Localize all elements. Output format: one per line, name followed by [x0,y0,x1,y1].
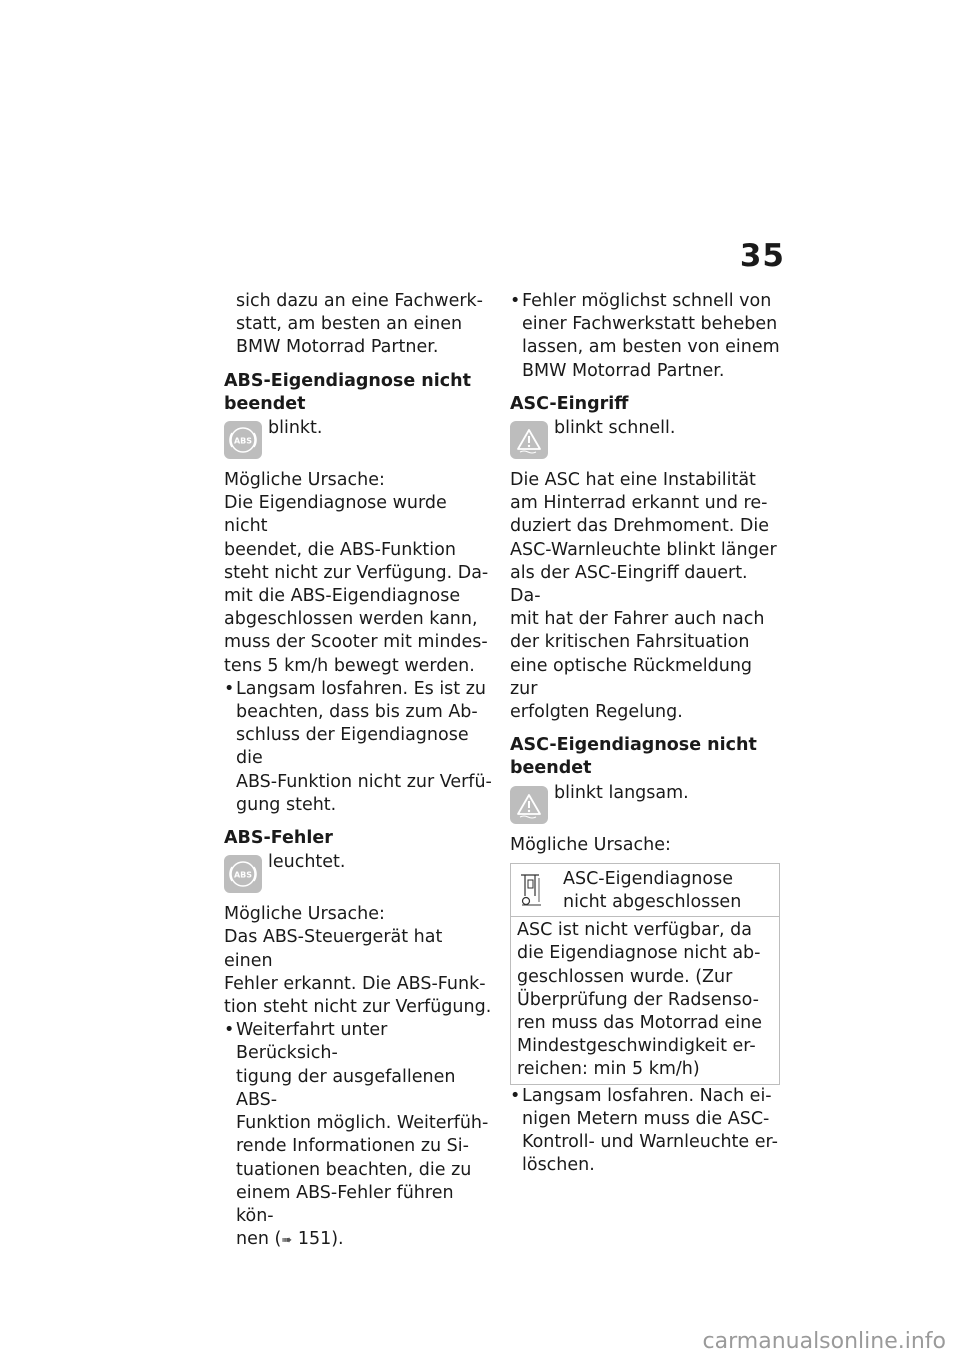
bullet-icon: • [510,291,521,311]
bullet-icon: • [510,1085,521,1106]
info-table [510,863,780,1085]
abs-warning-icon [224,855,262,893]
section-heading-asc-intervention: ASC-Eingriff [510,393,629,414]
list-item [510,290,780,383]
cause-label: Mögliche Ursache: [224,904,385,925]
page-reference-arrow-icon: ➠ [281,1233,293,1249]
abs-warning-icon [224,421,262,459]
asc-selfdiag-indicator [510,782,780,824]
cause-label: Mögliche Ursache: [224,470,385,491]
wheel-sensor-icon [517,868,563,914]
table-cell: ASC ist nicht verfügbar, da die Eigendiagnose nicht ab- geschlossen wurde. (Zur Überprüfung der Radsenso- ren muss das Motorrad eine Mindestgeschwindigkeit er- reichen: min 5 km/h) [517,920,763,1080]
indicator-state-text: blinkt schnell. [554,418,676,439]
cause-label: Mögliche Ursache: [510,834,671,855]
section-heading-abs-error: ABS-Fehler [224,828,333,849]
indicator-state-text: blinkt. [268,418,323,439]
indicator-state-text: blinkt langsam. [554,782,689,803]
intro-text: sich dazu an eine Fachwerk- statt, am besten an einen BMW Motorrad Partner. [236,291,483,358]
table-header-text: ASC-Eigendiagnose nicht abgeschlossen [563,868,742,913]
cause-text: Die Eigendiagnose wurde nicht beendet, die ABS-Funktion steht nicht zur Verfügung. Da- mit die ABS-Eigendiagnose abgeschlossen werden kann, muss der Scooter mit mindes- tens 5 km/h bewegt werden. [224,493,489,676]
svg-text:ABS: ABS [233,870,253,880]
list-item [224,678,494,817]
bullet-icon: • [224,1020,235,1041]
page-reference[interactable]: 151). [297,1229,344,1250]
asc-warning-icon [510,421,548,459]
cause-text: Das ABS-Steuergerät hat einen Fehler erkannt. Die ABS-Funk- tion steht nicht zur Verfügung. [224,927,492,1018]
description-text: Die ASC hat eine Instabilität am Hinterrad erkannt und re- duziert das Drehmoment. Die ASC-Warnleuchte blinkt länger als der ASC-Eingriff dauert. Da- mit hat der Fahrer auch nach der kritischen Fahrsituation eine optische Rückmeldung zur erfolgten Regelung. [510,470,777,723]
section-heading-abs-selfdiag: ABS-Eigendiagnose nicht beendet [224,370,471,414]
list-item [510,1085,780,1178]
bullet-text: Langsam losfahren. Nach ei- nigen Metern muss die ASC- Kontroll- und Warnleuchte er- löschen. [522,1085,778,1176]
left-column [224,290,494,1252]
right-column [510,290,780,1178]
indicator-state-text: leuchtet. [268,852,346,873]
bullet-icon: • [224,678,235,699]
svg-text:ABS: ABS [233,436,253,446]
asc-intervention-indicator [510,417,780,459]
page-number: 35 [739,238,785,274]
watermark-footer: carmanualsonline.info [702,1329,946,1354]
table-header [511,864,779,917]
list-item [224,1019,494,1252]
abs-selfdiag-indicator [224,417,494,459]
bullet-text: Langsam losfahren. Es ist zu beachten, dass bis zum Ab- schluss der Eigendiagnose die ABS-Funktion nicht zur Verfü- gung steht. [236,678,492,815]
section-heading-asc-selfdiag: ASC-Eigendiagnose nicht beendet [510,735,757,779]
asc-warning-icon [510,786,548,824]
abs-error-indicator [224,851,494,893]
bullet-text: Weiterfahrt unter Berücksich- tigung der ausgefallenen ABS- Funktion möglich. Weiterfüh- rende Informationen zu Si- tuationen beachten, die zu einem ABS-Fehler führen kön- nen (➠ 151). [236,1020,489,1250]
bullet-text: Fehler möglichst schnell von einer Fachwerkstatt beheben lassen, am besten von einem BMW Motorrad Partner. [522,291,780,381]
